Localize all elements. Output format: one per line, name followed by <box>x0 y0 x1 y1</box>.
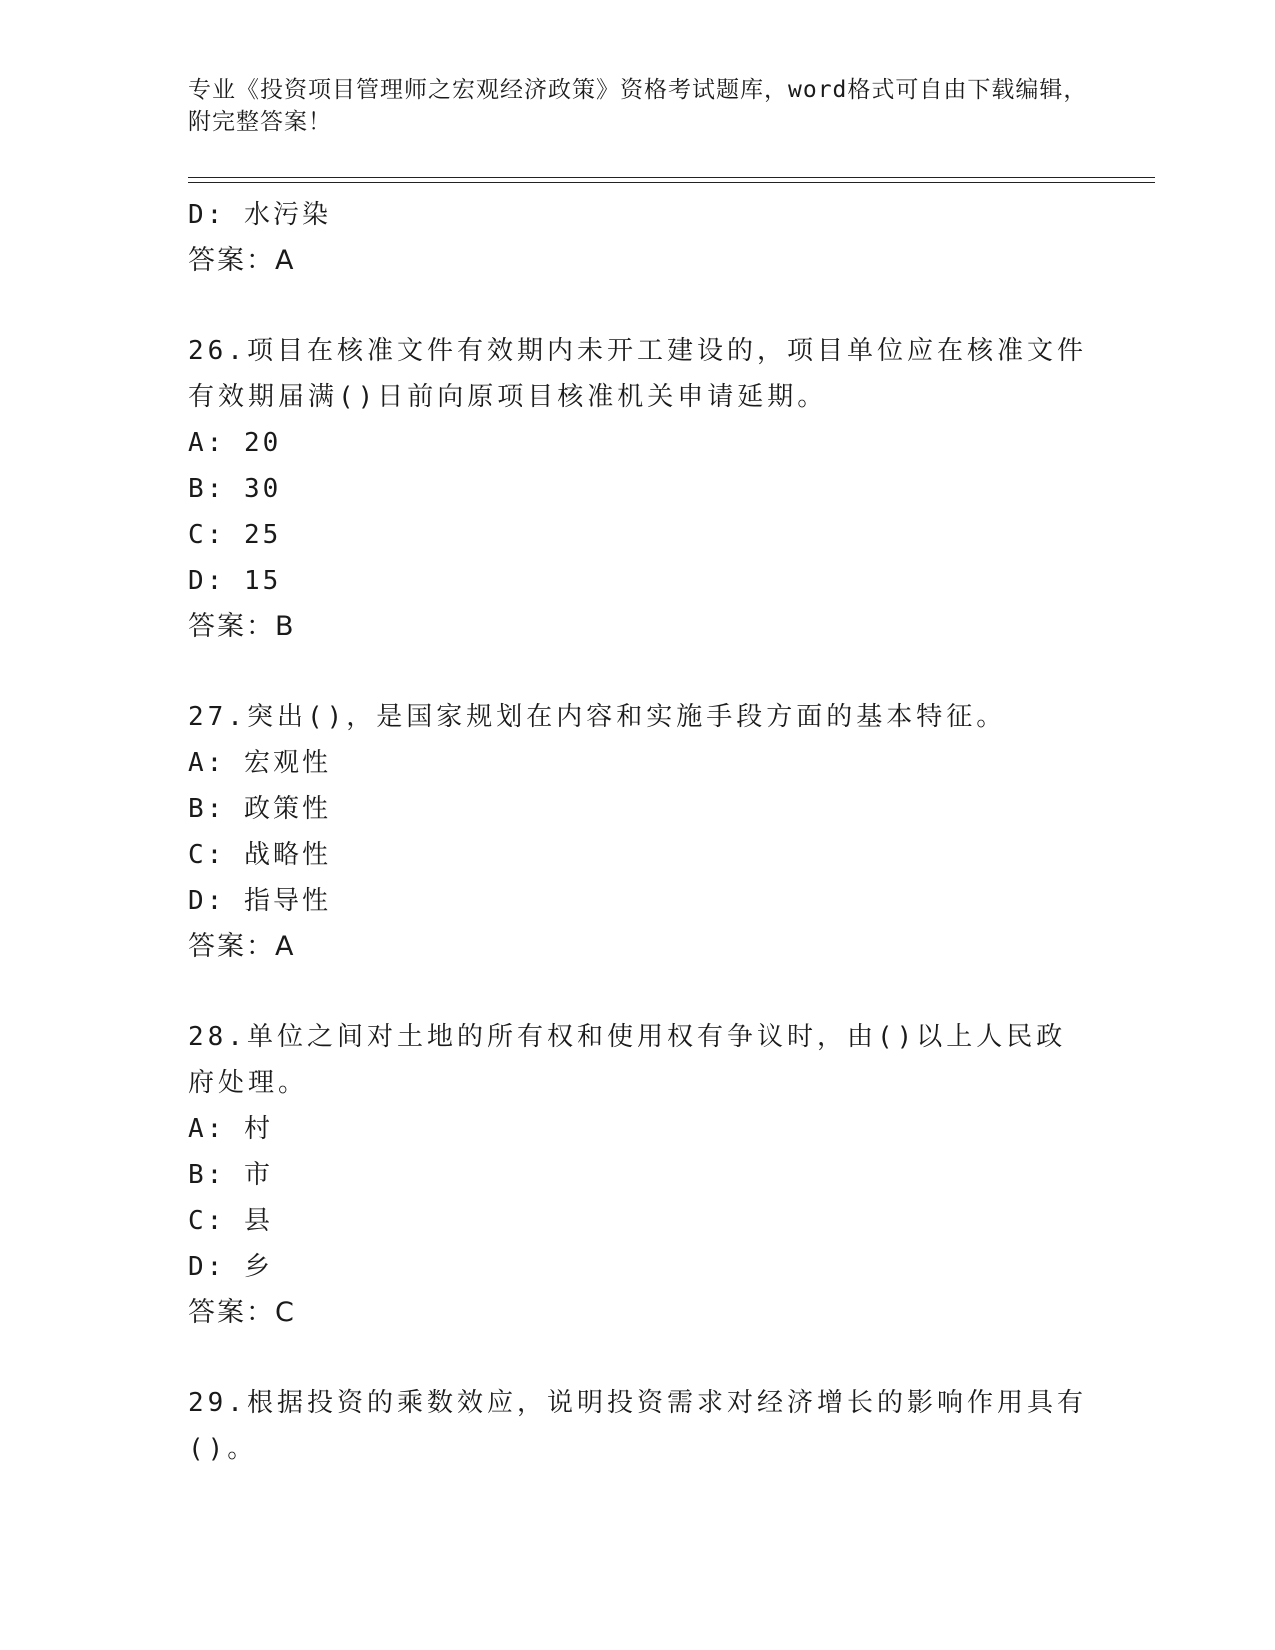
question-stem: 28.单位之间对土地的所有权和使用权有争议时，由()以上人民政府处理。 <box>188 1022 1067 1098</box>
option-c: C: 战略性 <box>188 840 331 870</box>
option-a: A: 20 <box>188 428 282 458</box>
document-header: 专业《投资项目管理师之宏观经济政策》资格考试题库，word格式可自由下载编辑，附完整答案！ <box>188 77 1088 135</box>
header-divider-top <box>188 177 1155 178</box>
option-c: C: 县 <box>188 1206 273 1236</box>
option-d: D: 指导性 <box>188 886 331 916</box>
question-list <box>188 192 1088 1472</box>
option-d: D: 乡 <box>188 1252 273 1282</box>
question-stem: 26.项目在核准文件有效期内未开工建设的，项目单位应在核准文件有效期届满()日前向原项目核准机关申请延期。 <box>188 336 1087 412</box>
option-a: A: 村 <box>188 1114 273 1144</box>
answer-line: 答案：A <box>188 931 296 962</box>
option-b: B: 30 <box>188 474 282 504</box>
option-b: B: 市 <box>188 1160 273 1190</box>
answer-line: 答案：C <box>188 1297 296 1328</box>
answer-line: 答案：A <box>188 245 296 276</box>
option-d: D: 15 <box>188 566 282 596</box>
question-stem: 29.根据投资的乘数效应，说明投资需求对经济增长的影响作用具有()。 <box>188 1388 1087 1464</box>
option-c: C: 25 <box>188 520 282 550</box>
header-divider-bottom <box>188 182 1155 183</box>
option-b: B: 政策性 <box>188 794 331 824</box>
answer-line: 答案：B <box>188 611 296 642</box>
question-stem: 27.突出()，是国家规划在内容和实施手段方面的基本特征。 <box>188 702 1007 732</box>
option-a: A: 宏观性 <box>188 748 331 778</box>
option-d: D: 水污染 <box>188 200 331 230</box>
